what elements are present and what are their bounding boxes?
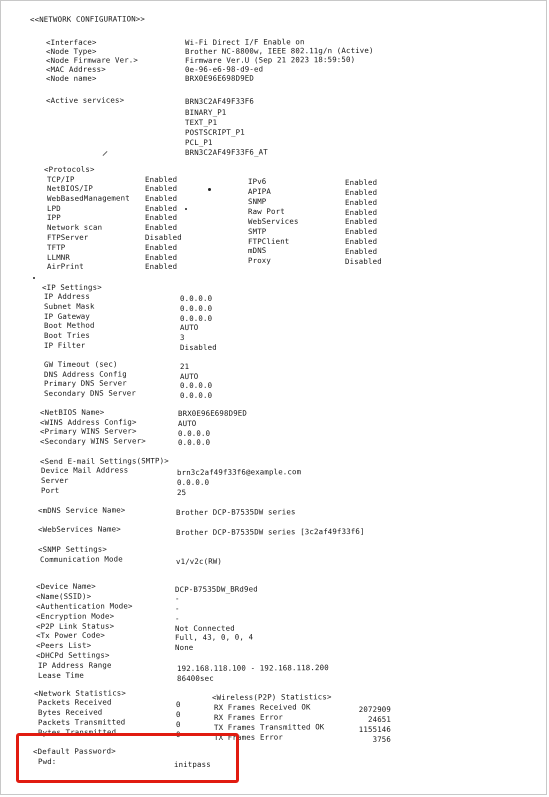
protocol-status: Enabled — [144, 261, 178, 271]
primary-wins-label: <Primary WINS Server> — [39, 426, 137, 436]
protocol-name: NetBIOS/IP — [46, 183, 94, 193]
node-name-label: <Node name> — [45, 73, 97, 83]
protocol-status: Enabled — [144, 252, 178, 262]
secondary-wins-label: <Secondary WINS Server> — [39, 436, 146, 446]
snmp-setting-name: Communication Mode — [39, 554, 123, 564]
ip-setting-name: GW Timeout (sec) — [43, 359, 118, 369]
dhcpd-setting-name: Lease Time — [37, 670, 85, 680]
protocol-name: IPP — [46, 212, 61, 222]
dhcpd-setting-name: IP Address Range — [37, 660, 112, 670]
protocols-label: <Protocols> — [43, 164, 95, 174]
ip-setting-name: IP Filter — [43, 340, 86, 350]
pen-mark — [103, 151, 108, 156]
wireless-stat-name: RX Frames Error — [213, 712, 284, 722]
stat-name: Packets Transmitted — [37, 717, 126, 727]
ip-settings-label: <IP Settings> — [41, 282, 102, 292]
protocol-status: Enabled — [344, 226, 378, 236]
webservices-value: Brother DCP-B7535DW series [3c2af49f33f6] — [175, 526, 365, 537]
auth-mode-label: <Authentication Mode> — [35, 601, 133, 611]
email-settings-label: <Send E-mail Settings(SMTP)> — [39, 456, 169, 466]
active-services-label: <Active services> — [45, 95, 125, 105]
ip-setting-name: IP Address — [43, 291, 91, 301]
protocol-status: Disabled — [144, 232, 182, 242]
ip-setting-name: IP Gateway — [43, 311, 91, 321]
webservices-label: <WebServices Name> — [37, 524, 121, 534]
protocol-status: Enabled — [144, 183, 178, 193]
ip-setting-value: 0.0.0.0 — [179, 313, 213, 323]
service-item: BRN3C2AF49F33F6_AT — [184, 147, 268, 157]
wireless-stat-value: 3756 — [372, 734, 392, 744]
ip-setting-name: Subnet Mask — [43, 301, 95, 311]
ip-setting-value: AUTO — [179, 371, 199, 381]
protocol-status: Enabled — [344, 216, 378, 226]
ip-setting-value: 0.0.0.0 — [179, 293, 213, 303]
encryption-value: - — [174, 613, 180, 623]
stat-name: Bytes Transmitted — [37, 727, 117, 737]
protocol-status: Enabled — [344, 207, 378, 217]
peers-list-label: <Peers List> — [35, 640, 92, 650]
protocol-status: Enabled — [144, 212, 178, 222]
auth-mode-value: - — [174, 603, 180, 613]
service-item: TEXT_P1 — [184, 117, 218, 127]
password-value: initpass — [173, 759, 211, 769]
device-name-label: <Device Name> — [35, 581, 96, 591]
node-name-value: BRX0E96E698D9ED — [184, 73, 255, 83]
email-setting-value: brn3c2af49f33f6@example.com — [176, 467, 302, 477]
device-name-value: DCP-B7535DW_BRd9ed — [174, 584, 258, 594]
stat-name: Bytes Received — [37, 707, 103, 717]
protocol-name: TCP/IP — [46, 174, 75, 184]
protocol-status: Enabled — [344, 236, 378, 246]
ssid-value: - — [174, 593, 180, 603]
netbios-value: BRX0E96E698D9ED — [177, 408, 248, 418]
dhcpd-label: <DHCPd Settings> — [35, 650, 110, 660]
email-setting-name: Port — [40, 485, 60, 495]
ip-setting-value: 0.0.0.0 — [179, 380, 213, 390]
wireless-stats-label: <Wireless(P2P) Statistics> — [211, 692, 332, 702]
stat-name: Packets Received — [37, 697, 112, 707]
email-setting-value: 0.0.0.0 — [176, 477, 210, 487]
encryption-label: <Encryption Mode> — [35, 611, 115, 621]
ip-setting-value: 0.0.0.0 — [179, 303, 213, 313]
protocol-name: FTPClient — [247, 236, 290, 246]
email-setting-name: Server — [40, 475, 69, 485]
protocol-status: Enabled — [344, 177, 378, 187]
protocol-status: Enabled — [144, 203, 178, 213]
protocol-name: Proxy — [247, 255, 272, 265]
mac-value: 0e-96-e6-98-d9-ed — [184, 64, 264, 74]
ip-setting-value: Disabled — [179, 342, 217, 352]
password-name: Pwd: — [37, 756, 57, 766]
netbios-label: <NetBIOS Name> — [39, 407, 105, 417]
firmware-value: Firmware Ver.U (Sep 21 2023 18:59:50) — [184, 54, 356, 65]
protocol-name: SMTP — [247, 226, 267, 236]
ip-setting-value: 3 — [179, 332, 185, 342]
snmp-label: <SNMP Settings> — [37, 544, 108, 554]
protocol-status: Disabled — [344, 256, 382, 266]
ip-setting-value: AUTO — [179, 322, 199, 332]
p2p-status-label: <P2P Link Status> — [35, 621, 115, 631]
wins-config-value: AUTO — [177, 418, 197, 428]
speck — [33, 277, 35, 279]
firmware-label: <Node Firmware Ver.> — [45, 55, 139, 65]
default-password-label: <Default Password> — [32, 746, 116, 756]
protocol-name: APIPA — [247, 186, 272, 196]
tx-power-value: Full, 43, 0, 0, 4 — [174, 632, 254, 642]
stat-value: 0 — [175, 729, 181, 739]
speck — [208, 188, 211, 191]
ssid-label: <Name(SSID)> — [35, 591, 92, 601]
email-setting-value: 25 — [176, 487, 187, 497]
ip-setting-name: DNS Address Config — [43, 369, 127, 379]
protocol-status: Enabled — [144, 193, 178, 203]
default-password-highlight-box — [16, 733, 239, 783]
dhcpd-setting-value: 86400sec — [176, 673, 214, 683]
protocol-status: Enabled — [144, 222, 178, 232]
protocol-name: LLMNR — [46, 252, 71, 262]
ip-setting-name: Boot Tries — [43, 330, 91, 340]
ip-setting-name: Boot Method — [43, 320, 95, 330]
service-item: POSTSCRIPT_P1 — [184, 127, 245, 137]
service-item: BRN3C2AF49F33F6 — [184, 96, 255, 106]
stat-value: 0 — [175, 719, 181, 729]
protocol-name: TFTP — [46, 242, 66, 252]
mac-label: <MAC Address> — [45, 64, 106, 74]
wins-config-label: <WINS Address Config> — [39, 417, 137, 427]
secondary-wins-value: 0.0.0.0 — [177, 437, 211, 447]
protocol-name: AirPrint — [46, 261, 84, 271]
stat-value: 0 — [175, 709, 181, 719]
network-stats-label: <Network Statistics> — [33, 688, 127, 698]
protocol-status: Enabled — [144, 174, 178, 184]
protocol-name: WebServices — [247, 216, 299, 226]
node-type-label: <Node Type> — [45, 46, 97, 56]
email-setting-name: Device Mail Address — [40, 465, 129, 475]
tx-power-label: <Tx Power Code> — [35, 630, 106, 640]
protocol-status: Enabled — [344, 246, 378, 256]
wireless-stat-name: TX Frames Error — [213, 732, 284, 742]
ip-setting-value: 0.0.0.0 — [179, 390, 213, 400]
interface-label: <Interface> — [45, 37, 97, 47]
ip-setting-name: Secondary DNS Server — [43, 388, 137, 398]
protocol-name: LPD — [46, 203, 61, 213]
peers-list-value: None — [174, 642, 194, 652]
mdns-value: Brother DCP-B7535DW series — [175, 507, 296, 517]
service-item: PCL_P1 — [184, 137, 213, 147]
protocol-name: IPv6 — [247, 176, 267, 186]
ip-setting-value: 21 — [179, 361, 190, 371]
interface-value: Wi-Fi Direct I/F Enable on — [184, 37, 305, 47]
wireless-stat-name: RX Frames Received OK — [213, 702, 311, 712]
report-header: <<NETWORK CONFIGURATION>> — [29, 14, 146, 24]
dhcpd-setting-value: 192.168.118.100 - 192.168.118.200 — [176, 663, 329, 673]
service-item: BINARY_P1 — [184, 107, 227, 117]
protocol-name: WebBasedManagement — [46, 193, 130, 203]
stat-value: 0 — [175, 699, 181, 709]
protocol-name: mDNS — [247, 245, 267, 255]
protocol-status: Enabled — [344, 197, 378, 207]
ip-setting-name: Primary DNS Server — [43, 378, 127, 388]
protocol-name: Network scan — [46, 222, 103, 232]
protocol-name: SNMP — [247, 196, 267, 206]
protocol-status: Enabled — [344, 187, 378, 197]
wireless-stat-name: TX Frames Transmitted OK — [213, 722, 325, 732]
speck — [185, 208, 187, 210]
node-type-value: Brother NC-8800w, IEEE 802.11g/n (Active) — [184, 45, 374, 56]
protocol-name: Raw Port — [247, 206, 285, 216]
protocol-status: Enabled — [144, 242, 178, 252]
primary-wins-value: 0.0.0.0 — [177, 428, 211, 438]
p2p-status-value: Not Connected — [174, 623, 235, 633]
snmp-setting-value: v1/v2c(RW) — [175, 556, 223, 566]
wireless-stat-value: 1155146 — [358, 724, 392, 734]
wireless-stat-value: 24651 — [367, 714, 392, 724]
wireless-stat-value: 2072909 — [358, 704, 392, 714]
protocol-name: FTPServer — [46, 232, 89, 242]
mdns-label: <mDNS Service Name> — [37, 505, 126, 515]
